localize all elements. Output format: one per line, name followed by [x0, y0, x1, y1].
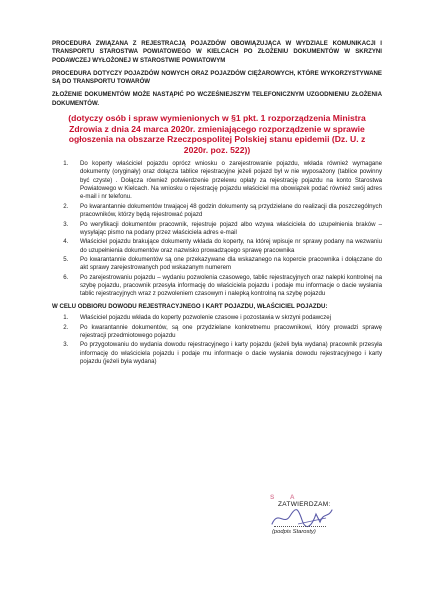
list-item: 6. Po zarejestrowaniu pojazdu – wydaniu pozwolenia czasowego, tablic rejestracyjnych oraz nalepki kontrolnej na szybę pojazdu, pracownik przesyła informację do właściciela pojazdu i podaje mu informacje o dacie wysłania tablic rejestracyjnych wraz z pozwoleniem czasowym i nalepką kontrolną na szybę pojazdu	[70, 274, 382, 299]
list-item: 5. Po kwarantannie dokumentów są one przekazywane dla wskazanego na kopercie pracownika i dołączane do akt sprawy zarejestrowanych pod wskazanym numerem	[70, 256, 382, 273]
signature-block	[258, 492, 368, 542]
procedure-scope: PROCEDURA DOTYCZY POJAZDÓW NOWYCH ORAZ POJAZDÓW CIĘŻAROWYCH, KTÓRE WYKORZYSTYWANE SĄ DO TRANSPORTU TOWARÓW	[52, 69, 382, 86]
list-item: 1. Do koperty właściciel pojazdu oprócz wniosku o zarejestrowanie pojazdu, wkłada również wymagane dokumenty (oryginały) oraz dołącza tablice rejestracyjne jeżeli pojazd był w nie wyposażony (tablice powinny być czyste) . Dołącza również potwierdzenie przelewu opłaty za rejestrację pojazdu na konto Starostwa Powiatowego w Kielcach. Na wniosku o rejestrację pojazdu właściciel ma obowiązek podać również swój adres e-mail i nr telefonu.	[70, 160, 382, 201]
list-item: 2. Po kwarantannie dokumentów, są one przydzielane konkretnemu pracownikowi, który prowadzi sprawę rejestracji przedmiotowego pojazdu	[70, 324, 382, 341]
regulation-note: (dotyczy osób i spraw wymienionych w §1 pkt. 1 rozporządzenia Ministra Zdrowia z dnia 24 marca 2020r. zmieniającego rozporządzenie w sprawie ogłoszenia na obszarze Rzeczpospolitej Polskiej stanu epidemii (Dz. U. z 2020r. poz. 522))	[68, 113, 366, 155]
procedure-title: PROCEDURA ZWIĄZANA Z REJESTRACJĄ POJAZDÓW OBOWIĄZUJĄCA W WYDZIALE KOMUNIKACJI I TRANSPORTU STAROSTWA POWIATOWEGO W KIELCACH PO ZŁOŻENIU DOKUMENTÓW W SKRZYNI PODAWCZEJ WYŁOŻONEJ W STAROSTWIE POWIATOWYM	[52, 40, 382, 64]
signature-caption: (podpis Starosty)	[272, 529, 316, 535]
pickup-section-title: W CELU ODBIORU DOWODU REJESTRACYJNEGO I KART POJAZDU, WŁAŚCICIEL POJAZDU:	[52, 302, 328, 310]
list-item: 3. Po przygotowaniu do wydania dowodu rejestracyjnego i karty pojazdu (jeżeli była wydana) pracownik przesyła informację do właściciela pojazdu i podaje mu informacje o dacie wysłania dowodu rejestracyjnego i karty pojazdu (jeżeli była wydana)	[70, 341, 382, 366]
list-item: 3. Po weryfikacji dokumentów pracownik, rejestruje pojazd albo wzywa właściciela do uzupełnienia braków – wysyłając pismo na podany przez właściciela adres e-mail	[70, 221, 382, 238]
document-body	[52, 40, 382, 370]
procedure-phone-note: ZŁOŻENIE DOKUMENTÓW MOŻE NASTĄPIĆ PO WCZEŚNIEJSZYM TELEFONICZNYM UZGODNIENIU ZŁOŻENIA DOKUMENTÓW.	[52, 91, 382, 107]
list-item: 1. Właściciel pojazdu wkłada do koperty pozwolenie czasowe i pozostawia w skrzyni podawczej	[70, 314, 382, 322]
approve-label: ZATWIERDZAM:	[278, 501, 331, 508]
pickup-steps-list	[52, 314, 382, 366]
list-item: 4. Właściciel pojazdu brakujące dokumenty wkłada do koperty, na której wpisuje nr sprawy podany na wezwaniu do uzupełnienia dokumentów oraz nazwisko prowadzącego sprawę pracownika	[70, 238, 382, 255]
stamp-icon: S A	[270, 494, 302, 501]
registration-steps-list	[52, 160, 382, 299]
list-item: 2. Po kwarantannie dokumentów trwającej 48 godzin dokumenty są przydzielane do realizacji dla poszczególnych pracowników, którzy będą rejestrować pojazd	[70, 203, 382, 220]
signature-line	[274, 526, 326, 527]
